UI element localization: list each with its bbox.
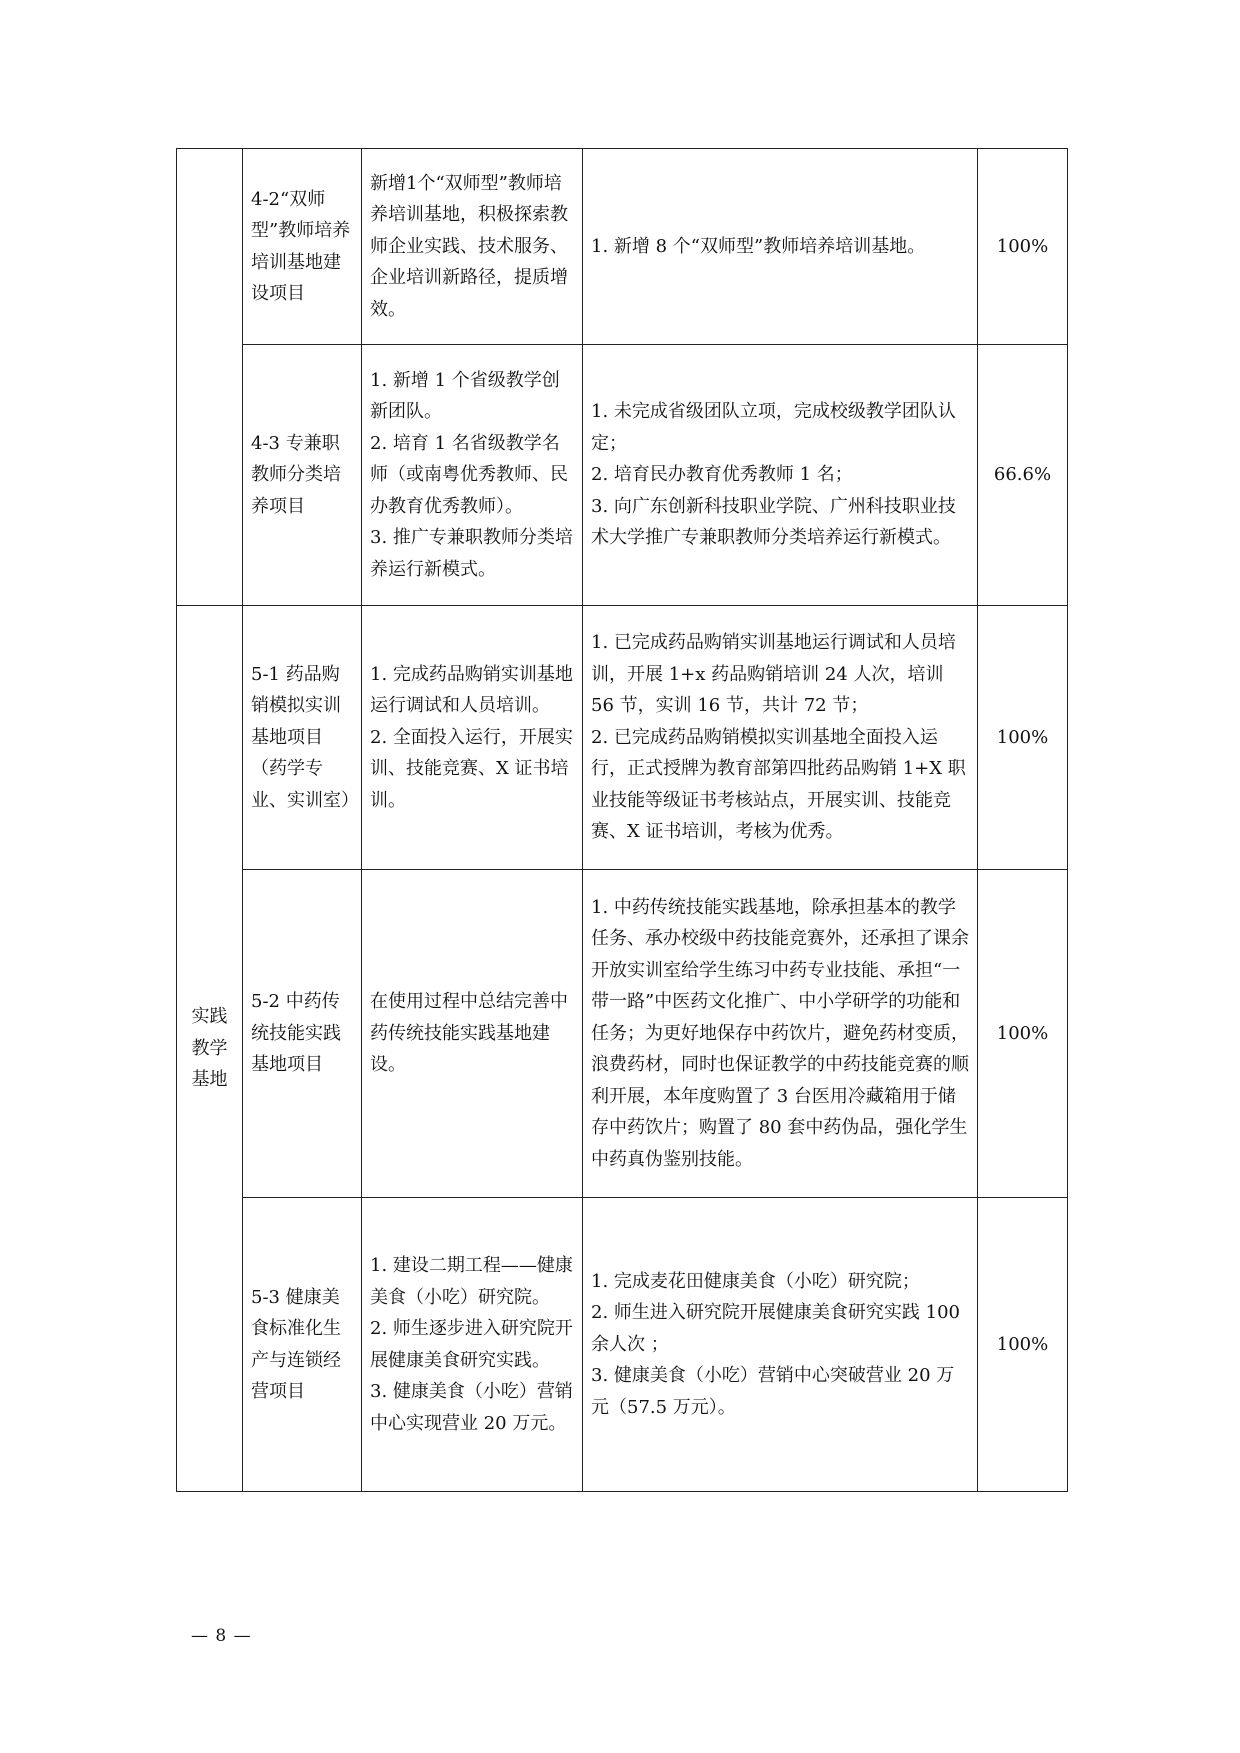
- table-row: [177, 606, 1068, 870]
- result-cell: [583, 345, 978, 606]
- completion-rate-cell: 100%: [978, 870, 1068, 1198]
- table-row: [177, 345, 1068, 606]
- target-item: 3. 推广专兼职教师分类培养运行新模式。: [370, 527, 573, 580]
- project-table: [176, 148, 1068, 1492]
- result-item: 2. 已完成药品购销模拟实训基地全面投入运行，正式授牌为教育部第四批药品购销 1+X 职业技能等级证书考核站点，开展实训、技能竞赛、X 证书培训，考核为优秀。: [591, 726, 966, 843]
- completion-rate-cell: 66.6%: [978, 345, 1068, 606]
- result-cell: [583, 149, 978, 345]
- completion-rate-cell: 100%: [978, 606, 1068, 870]
- target-item: 1. 完成药品购销实训基地运行调试和人员培训。: [370, 663, 573, 717]
- target-item: 1. 新增 1 个省级教学创新团队。: [370, 369, 560, 423]
- completion-rate-cell: 100%: [978, 1198, 1068, 1492]
- target-item: 2. 师生逐步进入研究院开展健康美食研究实践。: [370, 1318, 573, 1371]
- result-item: 1. 中药传统技能实践基地，除承担基本的教学任务、承办校级中药技能竞赛外，还承担了课余开放实训室给学生练习中药专业技能、承担“一带一路”中医药文化推广、中小学研学的功能和任务；为更好地保存中药饮片，避免药材变质，浪费药材，同时也保证教学的中药技能竞赛的顺利开展，本年度购置了 3 台医用冷藏箱用于储存中药饮片；购置了 80 套中药伪品，强化学生中药真伪鉴别技能。: [591, 896, 969, 1170]
- target-item: 新增1个“双师型”教师培养培训基地，积极探索教师企业实践、技术服务、企业培训新路径，提质增效。: [370, 172, 568, 320]
- result-item: 1. 已完成药品购销实训基地运行调试和人员培训，开展 1+x 药品购销培训 24 人次，培训 56 节，实训 16 节，共计 72 节；: [591, 632, 956, 717]
- project-name-cell: 5-3 健康美食标准化生产与连锁经营项目: [243, 1198, 362, 1492]
- completion-rate-cell: 100%: [978, 149, 1068, 345]
- result-item: 1. 未完成省级团队立项，完成校级教学团队认定；: [591, 401, 956, 454]
- target-item: 3. 健康美食（小吃）营销中心实现营业 20 万元。: [370, 1381, 573, 1434]
- category-cell: 实践教学基地: [177, 606, 243, 1492]
- target-cell: [362, 870, 583, 1198]
- target-item: 在使用过程中总结完善中药传统技能实践基地建设。: [370, 991, 568, 1076]
- page-number: — 8 —: [191, 1626, 252, 1646]
- project-name-cell: 5-2 中药传统技能实践基地项目: [243, 870, 362, 1198]
- result-cell: [583, 870, 978, 1198]
- project-name-cell: 5-1 药品购销模拟实训基地项目（药学专业、实训室）: [243, 606, 362, 870]
- target-cell: [362, 1198, 583, 1492]
- target-cell: [362, 149, 583, 345]
- category-cell: [177, 149, 243, 606]
- project-name-cell: 4-2“双师型”教师培养培训基地建设项目: [243, 149, 362, 345]
- target-item: 2. 全面投入运行，开展实训、技能竞赛、X 证书培训。: [370, 726, 573, 811]
- result-item: 1. 完成麦花田健康美食（小吃）研究院；: [591, 1270, 920, 1292]
- table-row: [177, 870, 1068, 1198]
- result-item: 3. 向广东创新科技职业学院、广州科技职业技术大学推广专兼职教师分类培养运行新模式。: [591, 495, 956, 549]
- result-cell: [583, 1198, 978, 1492]
- target-cell: [362, 606, 583, 870]
- target-item: 2. 培育 1 名省级教学名师（或南粤优秀教师、民办教育优秀教师）。: [370, 432, 568, 517]
- result-item: 2. 师生进入研究院开展健康美食研究实践 100 余人次 ；: [591, 1302, 960, 1355]
- target-item: 1. 建设二期工程——健康美食（小吃）研究院。: [370, 1255, 573, 1308]
- result-cell: [583, 606, 978, 870]
- result-item: 2. 培育民办教育优秀教师 1 名；: [591, 464, 853, 486]
- table-row: [177, 149, 1068, 345]
- target-cell: [362, 345, 583, 606]
- table-row: [177, 1198, 1068, 1492]
- result-item: 3. 健康美食（小吃）营销中心突破营业 20 万元（57.5 万元）。: [591, 1365, 955, 1418]
- project-name-cell: 4-3 专兼职教师分类培养项目: [243, 345, 362, 606]
- result-item: 1. 新增 8 个“双师型”教师培养培训基地。: [591, 235, 926, 257]
